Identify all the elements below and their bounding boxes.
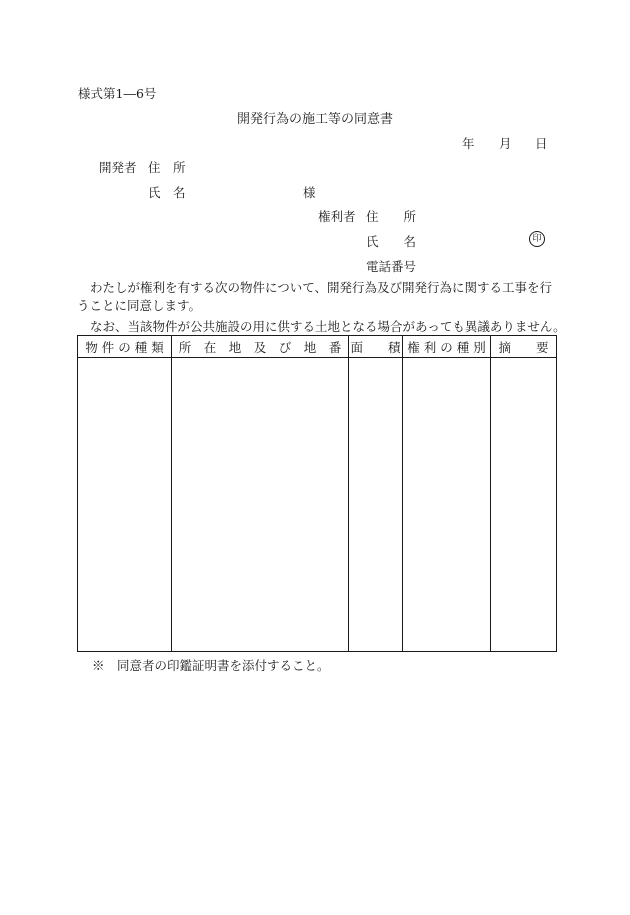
seal-mark: 印 bbox=[529, 231, 545, 247]
header-right-type: 権 利 の 種 別 bbox=[403, 336, 491, 358]
header-remarks: 摘 要 bbox=[491, 336, 557, 358]
no-objection-paragraph: なお、当該物件が公共施設の用に供する土地となる場合があっても異議ありません。 bbox=[90, 319, 566, 334]
cell-property-type[interactable] bbox=[78, 358, 172, 652]
cell-right-type[interactable] bbox=[403, 358, 491, 652]
developer-name-label: 氏 名 bbox=[148, 185, 186, 200]
footnote: ※ 同意者の印鑑証明書を添付すること。 bbox=[92, 658, 330, 673]
cell-area[interactable] bbox=[349, 358, 403, 652]
developer-label: 開発者 bbox=[99, 160, 137, 175]
developer-honorific: 様 bbox=[303, 185, 316, 200]
consent-paragraph: わたしが権利を有する次の物件について、開発行為及び開発行為に関する工事を行うことに同意します。 bbox=[77, 280, 553, 313]
header-area: 面 積 bbox=[349, 336, 403, 358]
date-year-label: 年 bbox=[462, 136, 475, 151]
right-holder-name-label: 氏 名 bbox=[366, 234, 417, 249]
header-property-type: 物 件 の 種 類 bbox=[78, 336, 172, 358]
phone-number-label: 電話番号 bbox=[366, 259, 417, 274]
date-day-label: 日 bbox=[535, 136, 548, 151]
header-location-lot: 所 在 地 及 び 地 番 bbox=[172, 336, 349, 358]
cell-location-lot[interactable] bbox=[172, 358, 349, 652]
developer-address-label: 住 所 bbox=[148, 160, 186, 175]
table-row bbox=[78, 358, 557, 652]
date-month-label: 月 bbox=[499, 136, 512, 151]
right-holder-label: 権利者 bbox=[318, 209, 356, 224]
form-number: 様式第1―6号 bbox=[78, 86, 157, 101]
document-title: 開発行為の施工等の同意書 bbox=[236, 112, 393, 127]
right-holder-address-label: 住 所 bbox=[366, 209, 417, 224]
cell-remarks[interactable] bbox=[491, 358, 557, 652]
property-table bbox=[77, 335, 557, 652]
